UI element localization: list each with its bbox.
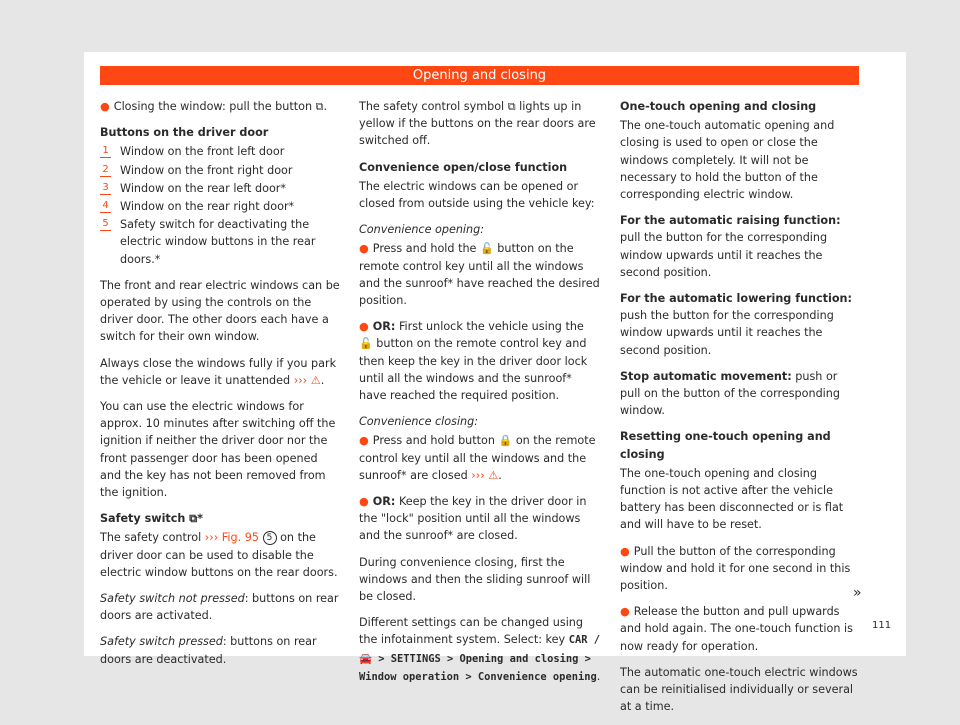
convenience-heading: Convenience open/close function (359, 160, 568, 174)
open-bullet-1: ● Press and hold the 🔓 button on the remote control key until all the windows and the sunroof* have reached the desired position. (359, 242, 600, 308)
item-number: 2 (100, 164, 111, 177)
driver-door-heading: Buttons on the driver door (100, 126, 269, 140)
bullet-icon: ● (100, 100, 110, 113)
item-text: Window on the rear right door* (120, 200, 295, 214)
unlock-icon: 🔓 (359, 337, 373, 351)
item-text: Safety switch for deactivating the electric window buttons in the rear doors.* (120, 218, 316, 266)
bullet-icon: ● (620, 605, 630, 619)
safety-switch-heading: Safety switch ⧉* (100, 510, 342, 527)
item-text: Window on the rear left door* (120, 181, 286, 195)
bullet-icon: ● (359, 242, 369, 256)
convenience-closing-label: Convenience closing: (359, 415, 479, 429)
para-not-pressed: Safety switch not pressed: buttons on rear doors are activated. (100, 592, 339, 623)
continue-arrow-icon: » (853, 585, 862, 601)
convenience-opening-label: Convenience opening: (359, 223, 485, 237)
callout-number: 5 (263, 531, 277, 545)
reference-arrow-icon: ››› (471, 468, 485, 482)
para-reset: The one-touch opening and closing function is not active after the vehicle battery has been disconnected or is flat and will have to be reset. (620, 466, 844, 532)
para-one-touch: The one-touch automatic opening and closing is used to open or close the windows completely. It will not be necessary to hold the button of the corresponding electric window. (620, 119, 835, 202)
item-text: Window on the front left door (120, 145, 285, 159)
para-ten-minutes: You can use the electric windows for approx. 10 minutes after switching off the ignition if neither the driver door nor the front passenger door has been opened and the key has not been removed from the ignition. (100, 400, 336, 500)
figure-reference-link[interactable]: ››› Fig. 95 (204, 531, 259, 545)
bullet-icon: ● (359, 320, 369, 334)
para-symbol: The safety control symbol ⧉ lights up in yellow if the buttons on the rear doors are switched off. (359, 100, 596, 148)
reset-heading: Resetting one-touch opening and closing (620, 430, 831, 461)
driver-door-button-item (100, 143, 342, 160)
unlock-icon: 🔓 (480, 242, 494, 256)
menu-path: CAR / 🚘 > SETTINGS > Opening and closing > Window operation > Convenience opening (359, 634, 600, 683)
column-3 (620, 98, 860, 725)
para-front-rear: The front and rear electric windows can be operated by using the controls on the driver door. The other doors each have a switch for their own window. (100, 278, 340, 344)
window-switch-icon: ⧉ (507, 100, 516, 113)
one-touch-heading: One-touch opening and closing (620, 100, 817, 113)
item-number: 1 (100, 145, 111, 158)
bullet-icon: ● (359, 434, 369, 448)
window-switch-icon: ⧉ (189, 512, 198, 526)
item-number: 5 (100, 218, 111, 231)
para-always-close: Always close the windows fully if you park the vehicle or leave it unattended ››› ⚠. (100, 356, 337, 387)
column-2 (359, 98, 601, 695)
closing-window-item: ● Closing the window: pull the button ⧉. (100, 98, 342, 115)
para-stop: Stop automatic movement: push or pull on the button of the corresponding window. (620, 369, 840, 418)
reference-arrow-icon: ››› (293, 373, 308, 387)
item-number: 3 (100, 182, 111, 195)
driver-door-button-item (100, 162, 342, 179)
para-reinit: The automatic one-touch electric windows can be reinitialised individually or several at a time. (620, 665, 858, 714)
driver-door-button-item (100, 216, 342, 268)
close-bullet-2: ● OR: Keep the key in the driver door in the "lock" position until all the windows and the sunroof* are closed. (359, 495, 587, 543)
close-bullet-1: ● Press and hold button 🔒 on the remote control key until all the windows and the sunroof* are closed ››› ⚠. (359, 434, 596, 482)
driver-door-button-item (100, 180, 342, 197)
warning-icon: ⚠ (488, 468, 499, 482)
driver-door-button-item (100, 198, 342, 215)
reset-bullet-2: ● Release the button and pull upwards and hold again. The one-touch function is now ready for operation. (620, 605, 853, 653)
para-safety-control: The safety control ››› Fig. 95 5 on the driver door can be used to disable the electric window buttons on the rear doors. (100, 531, 338, 579)
warning-icon: ⚠ (310, 373, 321, 387)
lock-icon: 🔒 (498, 434, 513, 448)
reset-bullet-1: ● Pull the button of the corresponding window and hold it for one second in this position. (620, 544, 851, 593)
para-settings: Different settings can be changed using the infotainment system. Select: key CAR / 🚘 > SETTINGS > Opening and closing > Window operation > Convenience opening. (359, 616, 601, 683)
bullet-icon: ● (359, 495, 369, 509)
section-header: Opening and closing (100, 66, 859, 85)
para-pressed: Safety switch pressed: buttons on rear doors are deactivated. (100, 635, 317, 666)
page-number: 111 (872, 620, 892, 631)
item-text: Window on the front right door (120, 163, 293, 177)
window-switch-icon: ⧉ (315, 100, 324, 113)
para-convenience: The electric windows can be opened or closed from outside using the vehicle key: (359, 179, 595, 211)
driver-door-button-list (100, 143, 342, 267)
bullet-icon: ● (620, 544, 630, 558)
para-raise: For the automatic raising function: pull the button for the corresponding window upwards until it reaches the second position. (620, 214, 841, 279)
para-lower: For the automatic lowering function: push the button for the corresponding window upwards until it reaches the second position. (620, 292, 852, 357)
para-during: During convenience closing, first the windows and then the sliding sunroof will be closed. (359, 555, 591, 604)
column-1 (100, 98, 342, 677)
open-bullet-2: ● OR: First unlock the vehicle using the 🔓 button on the remote control key and then keep the key in the driver door lock until all the windows and the sunroof* have reached the required position. (359, 320, 588, 403)
item-number: 4 (100, 200, 111, 213)
